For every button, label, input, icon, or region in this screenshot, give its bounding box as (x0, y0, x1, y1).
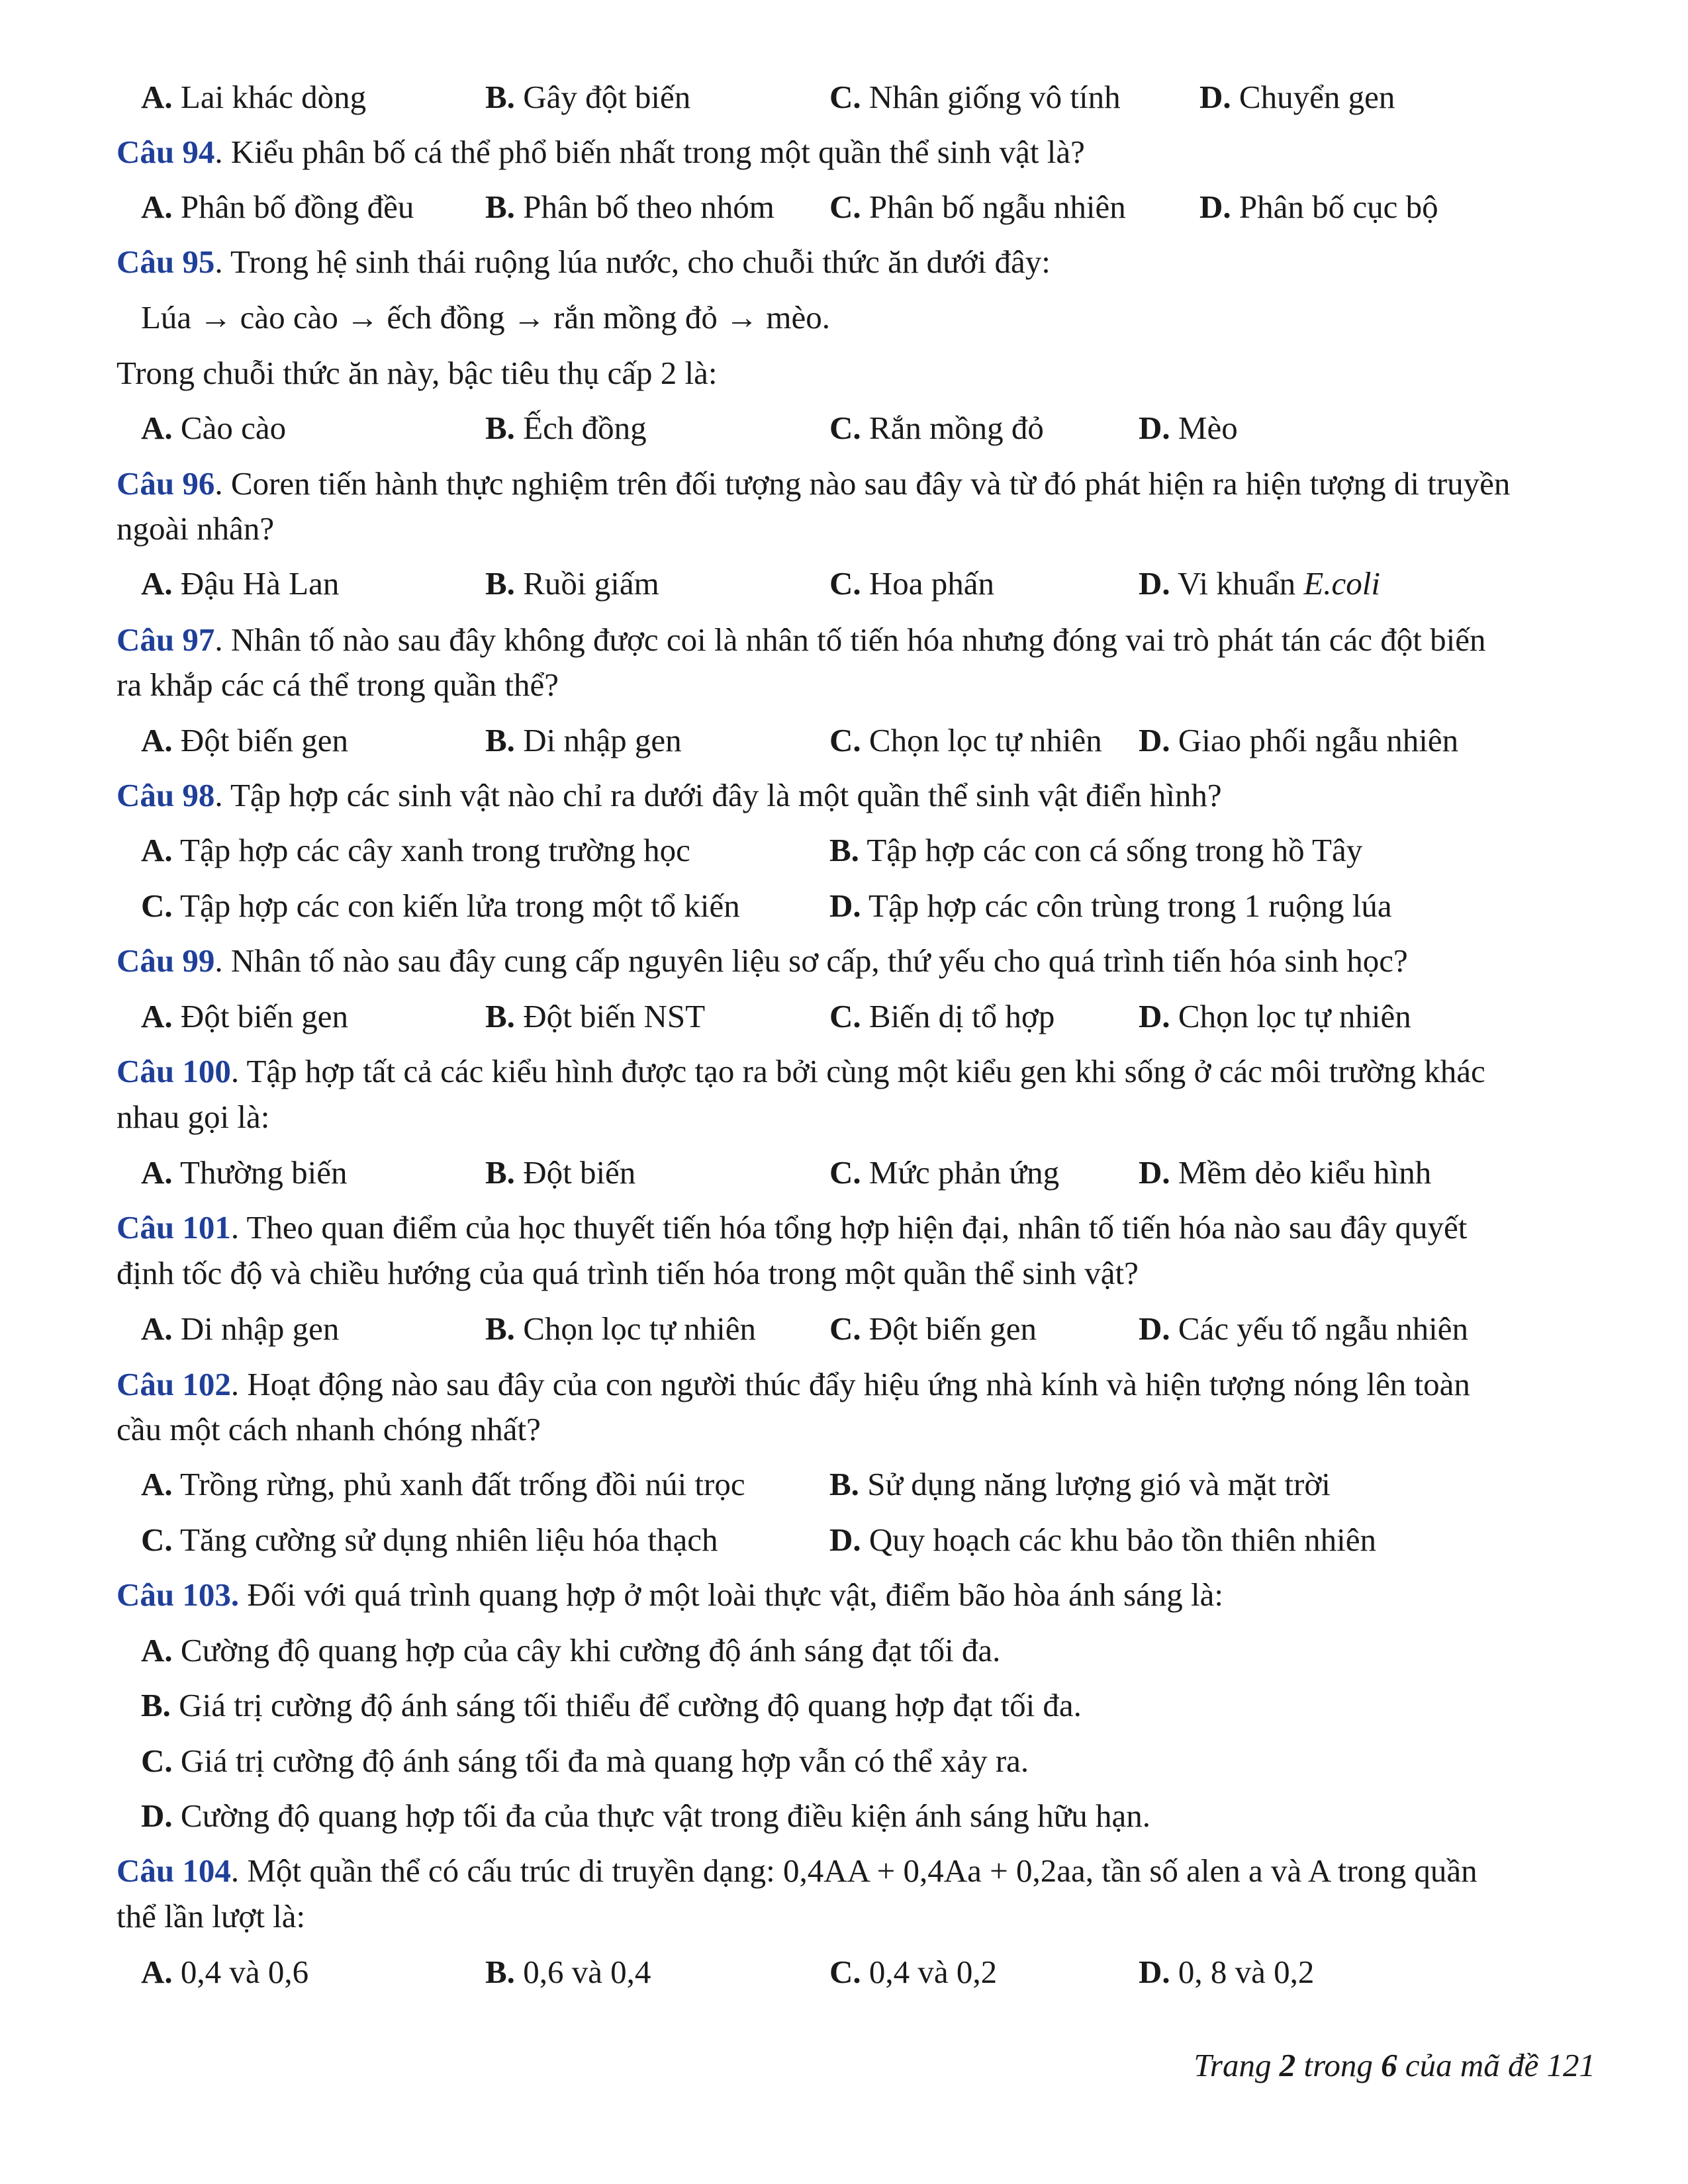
q95-option-b: B. Ếch đồng (485, 410, 647, 446)
q95-question: Câu 95. Trong hệ sinh thái ruộng lúa nước, cho chuỗi thức ăn dưới đây: (117, 244, 1051, 280)
q99-option-d: D. Chọn lọc tự nhiên (1139, 998, 1411, 1034)
q98-option-d: D. Tập hợp các côn trùng trong 1 ruộng lúa (829, 887, 1392, 924)
q93-option-c: C. Nhân giống vô tính (829, 79, 1121, 115)
q98-option-c: C. Tập hợp các con kiến lửa trong một tổ kiến (141, 887, 740, 924)
q94-option-c: C. Phân bố ngẫu nhiên (829, 189, 1126, 225)
q102-question: Câu 102. Hoạt động nào sau đây của con người thúc đẩy hiệu ứng nhà kính và hiện tượng nóng lên toàn (117, 1366, 1470, 1402)
q100-option-a: A. Thường biến (141, 1154, 348, 1191)
q103-option-d: D. Cường độ quang hợp tối đa của thực vật trong điều kiện ánh sáng hữu hạn. (141, 1797, 1150, 1834)
q100-option-b: B. Đột biến (485, 1154, 636, 1191)
q101-option-a: A. Di nhập gen (141, 1310, 340, 1347)
q102-option-d: D. Quy hoạch các khu bảo tồn thiên nhiên (829, 1522, 1376, 1558)
q100-question: Câu 100. Tập hợp tất cả các kiểu hình được tạo ra bởi cùng một kiểu gen khi sống ở các môi trường khác (117, 1053, 1485, 1089)
q100-option-d: D. Mềm dẻo kiểu hình (1139, 1154, 1432, 1191)
q93-option-b: B. Gây đột biến (485, 79, 691, 115)
q103-option-b: B. Giá trị cường độ ánh sáng tối thiểu để cường độ quang hợp đạt tối đa. (141, 1687, 1082, 1723)
q94-question: Câu 94. Kiểu phân bố cá thể phổ biến nhất trong một quần thể sinh vật là? (117, 134, 1085, 170)
q102-option-a: A. Trồng rừng, phủ xanh đất trống đồi núi trọc (141, 1466, 745, 1502)
q104-option-a: A. 0,4 và 0,6 (141, 1954, 309, 1990)
q104-option-d: D. 0, 8 và 0,2 (1139, 1954, 1315, 1990)
q101-question-cont: định tốc độ và chiều hướng của quá trình tiến hóa trong một quần thể sinh vật? (117, 1255, 1139, 1291)
q102-option-c: C. Tăng cường sử dụng nhiên liệu hóa thạch (141, 1522, 718, 1558)
q96-option-b: B. Ruồi giấm (485, 565, 659, 602)
q96-option-c: C. Hoa phấn (829, 565, 995, 602)
q96-option-d: D. Vi khuẩn E.coli (1139, 565, 1380, 602)
q98-option-b: B. Tập hợp các con cá sống trong hồ Tây (829, 832, 1363, 868)
q102-option-b: B. Sử dụng năng lượng gió và mặt trời (829, 1466, 1331, 1502)
q104-option-c: C. 0,4 và 0,2 (829, 1954, 998, 1990)
q95-option-c: C. Rắn mồng đỏ (829, 410, 1044, 446)
q103-option-a: A. Cường độ quang hợp của cây khi cường độ ánh sáng đạt tối đa. (141, 1632, 1001, 1668)
q96-option-a: A. Đậu Hà Lan (141, 565, 340, 602)
q99-question: Câu 99. Nhân tố nào sau đây cung cấp nguyên liệu sơ cấp, thứ yếu cho quá trình tiến hóa sinh học? (117, 942, 1408, 979)
q99-option-c: C. Biến dị tổ hợp (829, 998, 1055, 1034)
q103-question: Câu 103. Đối với quá trình quang hợp ở một loài thực vật, điểm bão hòa ánh sáng là: (117, 1576, 1224, 1613)
page-footer: Trang 2 trong 6 của mã đề 121 (1194, 2047, 1595, 2083)
q96-question: Câu 96. Coren tiến hành thực nghiệm trên đối tượng nào sau đây và từ đó phát hiện ra hiện tượng di truyền (117, 465, 1511, 502)
q101-option-d: D. Các yếu tố ngẫu nhiên (1139, 1310, 1469, 1347)
q98-option-a: A. Tập hợp các cây xanh trong trường học (141, 832, 690, 868)
q103-option-c: C. Giá trị cường độ ánh sáng tối đa mà quang hợp vẫn có thể xảy ra. (141, 1743, 1029, 1779)
q97-option-c: C. Chọn lọc tự nhiên (829, 722, 1102, 758)
q99-option-a: A. Đột biến gen (141, 998, 349, 1034)
q94-option-a: A. Phân bố đồng đều (141, 189, 414, 225)
q101-question: Câu 101. Theo quan điểm của học thuyết tiến hóa tổng hợp hiện đại, nhân tố tiến hóa nào sau đây quyết (117, 1209, 1468, 1246)
q95-option-d: D. Mèo (1139, 410, 1238, 446)
q102-question-cont: cầu một cách nhanh chóng nhất? (117, 1411, 541, 1447)
q96-question-cont: ngoài nhân? (117, 510, 275, 547)
q97-question-cont: ra khắp các cá thể trong quần thể? (117, 666, 559, 703)
q104-question-cont: thể lần lượt là: (117, 1898, 306, 1934)
q95-food-chain: Lúa → cào cào → ếch đồng → rắn mồng đỏ → mèo. (141, 299, 830, 336)
q104-question: Câu 104. Một quần thể có cấu trúc di truyền dạng: 0,4AA + 0,4Aa + 0,2aa, tần số alen a và A trong quần (117, 1852, 1477, 1889)
q93-option-d: D. Chuyển gen (1199, 79, 1395, 115)
q95-question-cont: Trong chuỗi thức ăn này, bậc tiêu thụ cấp 2 là: (117, 355, 718, 391)
q97-question: Câu 97. Nhân tố nào sau đây không được coi là nhân tố tiến hóa nhưng đóng vai trò phát tán các đột biến (117, 621, 1486, 658)
q94-option-b: B. Phân bố theo nhóm (485, 189, 774, 225)
q101-option-b: B. Chọn lọc tự nhiên (485, 1310, 757, 1347)
q95-option-a: A. Cào cào (141, 410, 287, 446)
q99-option-b: B. Đột biến NST (485, 998, 706, 1034)
q100-option-c: C. Mức phản ứng (829, 1154, 1060, 1191)
q100-question-cont: nhau gọi là: (117, 1099, 270, 1135)
q98-question: Câu 98. Tập hợp các sinh vật nào chỉ ra dưới đây là một quần thể sinh vật điển hình? (117, 777, 1222, 813)
q101-option-c: C. Đột biến gen (829, 1310, 1037, 1347)
q104-option-b: B. 0,6 và 0,4 (485, 1954, 651, 1990)
q97-option-b: B. Di nhập gen (485, 722, 682, 758)
q97-option-d: D. Giao phối ngẫu nhiên (1139, 722, 1459, 758)
q97-option-a: A. Đột biến gen (141, 722, 349, 758)
q93-option-a: A. Lai khác dòng (141, 79, 367, 115)
q94-option-d: D. Phân bố cục bộ (1199, 189, 1438, 225)
